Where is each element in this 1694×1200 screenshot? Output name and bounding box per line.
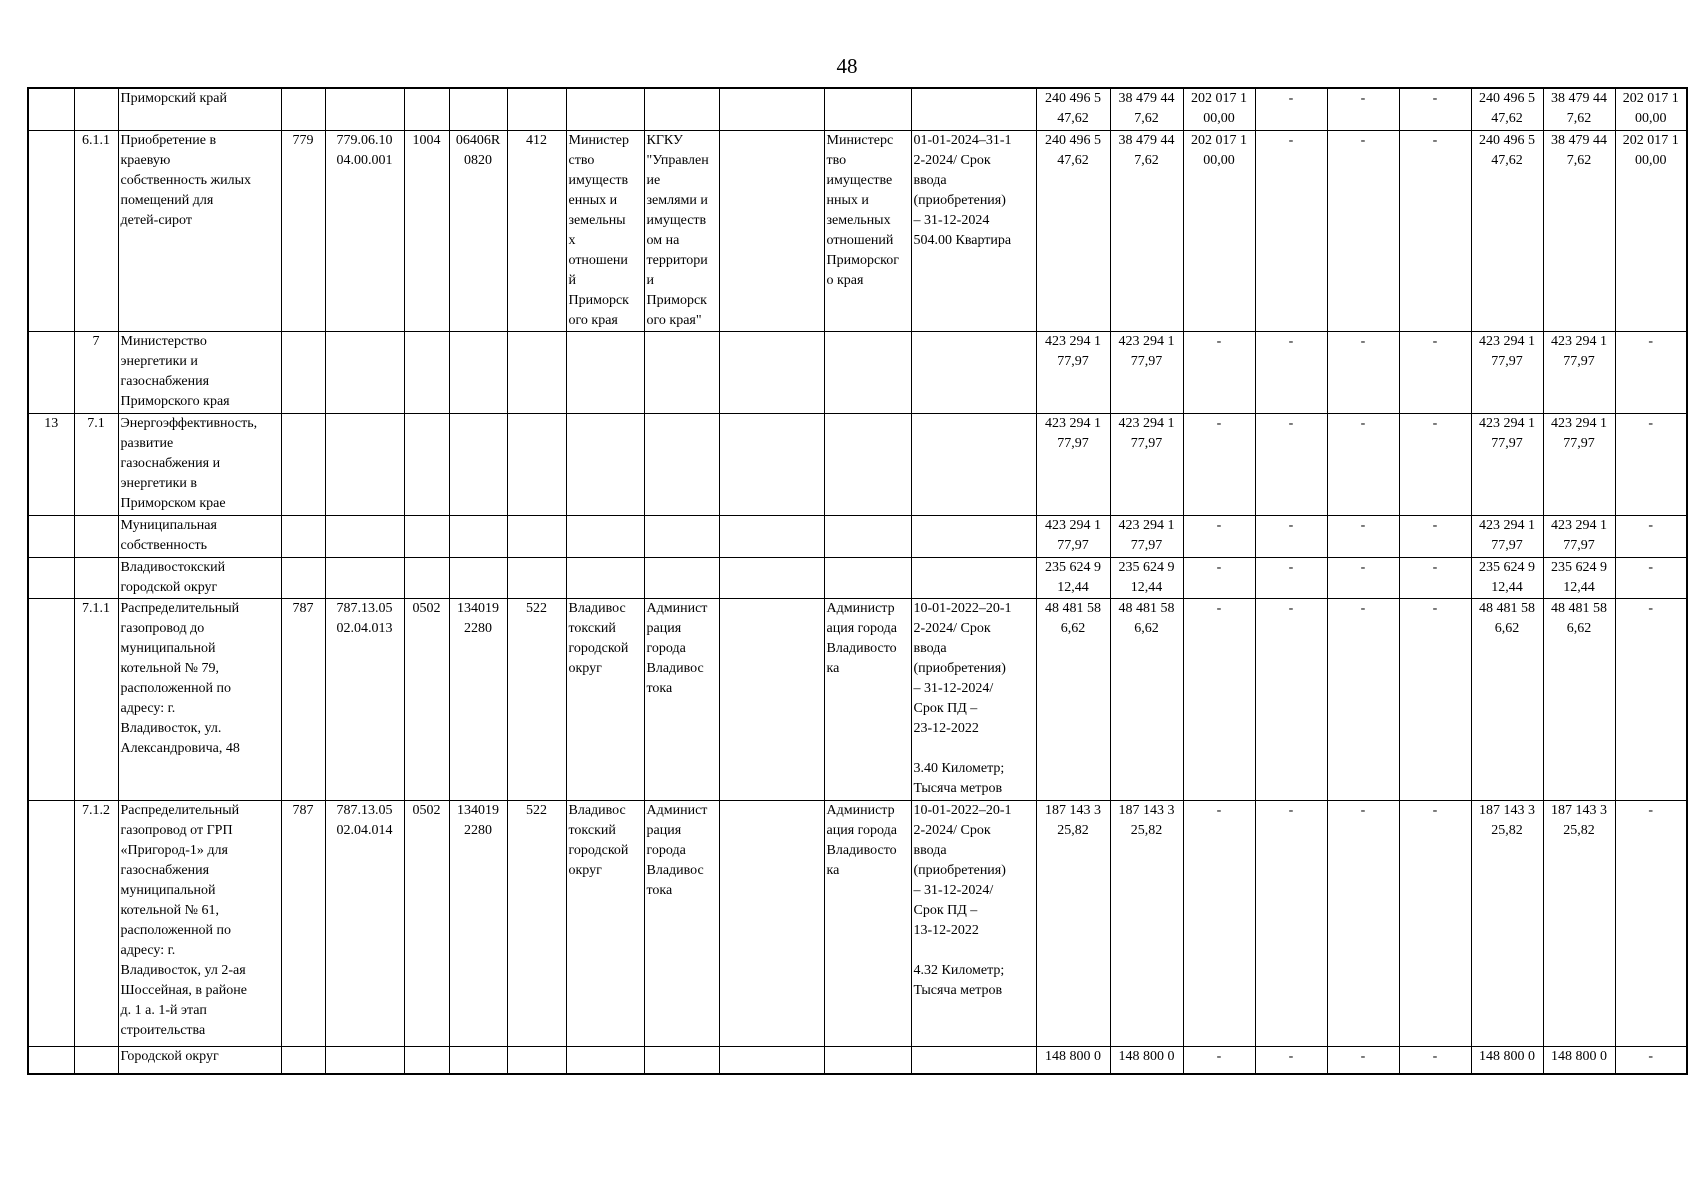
table-cell xyxy=(719,1046,824,1074)
table-cell: 7 xyxy=(74,331,118,413)
table-cell: - xyxy=(1255,1046,1327,1074)
table-row xyxy=(28,413,1687,515)
table-cell: Владивостокский городской округ xyxy=(118,557,281,598)
table-cell: 423 294 1 77,97 xyxy=(1543,413,1615,515)
table-cell: 48 481 58 6,62 xyxy=(1471,598,1543,800)
table-cell: 779.06.10 04.00.001 xyxy=(325,130,404,331)
table-cell xyxy=(507,515,566,557)
table-cell: 0502 xyxy=(404,800,449,1046)
table-cell: 787 xyxy=(281,800,325,1046)
table-cell xyxy=(644,331,719,413)
table-cell: - xyxy=(1327,1046,1399,1074)
table-cell xyxy=(404,88,449,130)
table-row xyxy=(28,88,1687,130)
table-cell: - xyxy=(1399,1046,1471,1074)
table-cell: Городской округ xyxy=(118,1046,281,1074)
table-cell xyxy=(824,515,911,557)
table-cell: - xyxy=(1183,800,1255,1046)
table-cell xyxy=(281,1046,325,1074)
table-cell xyxy=(566,88,644,130)
table-cell xyxy=(566,515,644,557)
table-cell: Приморский край xyxy=(118,88,281,130)
table-cell: Распределительный газопровод до муниципальной котельной № 79, расположенной по адресу: г. Владивосток, ул. Александровича, 48 xyxy=(118,598,281,800)
table-cell xyxy=(824,557,911,598)
table-cell: - xyxy=(1399,515,1471,557)
table-cell: - xyxy=(1615,331,1687,413)
table-cell: - xyxy=(1399,598,1471,800)
table-cell: 6.1.1 xyxy=(74,130,118,331)
table-cell xyxy=(74,557,118,598)
table-cell: 134019 2280 xyxy=(449,598,507,800)
table-cell: - xyxy=(1183,598,1255,800)
table-cell xyxy=(824,1046,911,1074)
table-cell: - xyxy=(1399,413,1471,515)
table-cell xyxy=(719,800,824,1046)
table-cell: 187 143 3 25,82 xyxy=(1471,800,1543,1046)
table-cell xyxy=(74,1046,118,1074)
table-cell xyxy=(28,515,74,557)
table-cell: Админист рация города Владивос тока xyxy=(644,800,719,1046)
table-cell: 187 143 3 25,82 xyxy=(1543,800,1615,1046)
table-cell xyxy=(449,413,507,515)
table-cell: 423 294 1 77,97 xyxy=(1110,413,1183,515)
table-cell: 7.1.1 xyxy=(74,598,118,800)
table-cell: 148 800 0 xyxy=(1110,1046,1183,1074)
table-cell xyxy=(824,331,911,413)
table-cell: 787.13.05 02.04.014 xyxy=(325,800,404,1046)
table-cell: - xyxy=(1255,515,1327,557)
table-cell: 187 143 3 25,82 xyxy=(1110,800,1183,1046)
table-cell: 423 294 1 77,97 xyxy=(1471,413,1543,515)
table-cell: 423 294 1 77,97 xyxy=(1543,515,1615,557)
table-cell xyxy=(404,1046,449,1074)
table-cell xyxy=(719,515,824,557)
table-cell xyxy=(911,557,1036,598)
table-cell: - xyxy=(1327,515,1399,557)
table-cell: - xyxy=(1183,413,1255,515)
table-cell: 10-01-2022–20-1 2-2024/ Срок ввода (приобретения) – 31-12-2024/ Срок ПД – 23-12-2022 3.40 Километр; Тысяча метров xyxy=(911,598,1036,800)
table-cell: - xyxy=(1327,557,1399,598)
table-cell: 240 496 5 47,62 xyxy=(1471,130,1543,331)
table-cell: 779 xyxy=(281,130,325,331)
table-cell: Админист рация города Владивос тока xyxy=(644,598,719,800)
table-cell: 48 481 58 6,62 xyxy=(1543,598,1615,800)
table-cell: 202 017 1 00,00 xyxy=(1615,130,1687,331)
table-cell xyxy=(74,88,118,130)
table-cell: КГКУ "Управлен ие землями и имуществ ом на территори и Приморск ого края" xyxy=(644,130,719,331)
table-cell xyxy=(404,515,449,557)
table-cell: - xyxy=(1255,130,1327,331)
table-cell: 1004 xyxy=(404,130,449,331)
table-cell: 10-01-2022–20-1 2-2024/ Срок ввода (приобретения) – 31-12-2024/ Срок ПД – 13-12-2022 4.32 Километр; Тысяча метров xyxy=(911,800,1036,1046)
table-cell xyxy=(566,413,644,515)
table-cell: 423 294 1 77,97 xyxy=(1110,331,1183,413)
table-cell: 423 294 1 77,97 xyxy=(1543,331,1615,413)
table-cell xyxy=(281,331,325,413)
table-cell xyxy=(719,598,824,800)
table-cell xyxy=(566,331,644,413)
budget-table xyxy=(27,87,1688,1075)
table-cell: Владивос токский городской округ xyxy=(566,598,644,800)
table-cell: 148 800 0 xyxy=(1543,1046,1615,1074)
table-cell: 787 xyxy=(281,598,325,800)
table-cell: - xyxy=(1255,331,1327,413)
table-cell: 235 624 9 12,44 xyxy=(1110,557,1183,598)
table-row xyxy=(28,557,1687,598)
table-cell: 202 017 1 00,00 xyxy=(1615,88,1687,130)
table-cell: 148 800 0 xyxy=(1471,1046,1543,1074)
table-cell: Администр ация города Владивосто ка xyxy=(824,598,911,800)
table-cell: 423 294 1 77,97 xyxy=(1036,331,1110,413)
table-cell xyxy=(911,1046,1036,1074)
table-cell xyxy=(719,130,824,331)
table-row xyxy=(28,130,1687,331)
table-row xyxy=(28,515,1687,557)
table-cell xyxy=(507,88,566,130)
table-cell xyxy=(911,88,1036,130)
table-cell: - xyxy=(1183,331,1255,413)
table-cell: - xyxy=(1255,598,1327,800)
table-cell: - xyxy=(1183,557,1255,598)
table-cell: - xyxy=(1183,1046,1255,1074)
table-cell xyxy=(449,515,507,557)
table-cell: - xyxy=(1327,88,1399,130)
table-cell xyxy=(281,413,325,515)
table-cell xyxy=(719,88,824,130)
table-cell: Распределительный газопровод от ГРП «Пригород-1» для газоснабжения муниципальной котельной № 61, расположенной по адресу: г. Владивосток, ул 2-ая Шоссейная, в районе д. 1 а. 1-й этап строительства xyxy=(118,800,281,1046)
table-cell xyxy=(74,515,118,557)
table-cell: 38 479 44 7,62 xyxy=(1110,88,1183,130)
table-cell xyxy=(28,1046,74,1074)
table-cell xyxy=(325,557,404,598)
table-cell: - xyxy=(1615,598,1687,800)
table-cell xyxy=(28,800,74,1046)
table-cell: 0502 xyxy=(404,598,449,800)
table-cell: - xyxy=(1255,800,1327,1046)
table-cell xyxy=(566,1046,644,1074)
table-cell: - xyxy=(1183,515,1255,557)
table-cell: - xyxy=(1615,413,1687,515)
table-cell: - xyxy=(1615,1046,1687,1074)
table-cell xyxy=(566,557,644,598)
table-cell: 13 xyxy=(28,413,74,515)
table-cell: 240 496 5 47,62 xyxy=(1036,88,1110,130)
table-cell: - xyxy=(1399,557,1471,598)
table-cell xyxy=(404,331,449,413)
table-cell xyxy=(404,557,449,598)
table-cell: 235 624 9 12,44 xyxy=(1471,557,1543,598)
table-cell: 423 294 1 77,97 xyxy=(1036,515,1110,557)
table-cell xyxy=(644,88,719,130)
table-cell: 148 800 0 xyxy=(1036,1046,1110,1074)
table-cell: - xyxy=(1327,598,1399,800)
table-row xyxy=(28,800,1687,1046)
table-row xyxy=(28,331,1687,413)
table-cell: Министерс тво имуществе нных и земельных отношений Приморског о края xyxy=(824,130,911,331)
table-cell: 48 481 58 6,62 xyxy=(1110,598,1183,800)
table-cell: 38 479 44 7,62 xyxy=(1110,130,1183,331)
table-cell: - xyxy=(1399,331,1471,413)
table-cell xyxy=(281,515,325,557)
table-cell: 412 xyxy=(507,130,566,331)
table-cell xyxy=(325,331,404,413)
table-cell xyxy=(281,88,325,130)
table-cell: - xyxy=(1255,88,1327,130)
table-cell: 235 624 9 12,44 xyxy=(1036,557,1110,598)
table-cell: Владивос токский городской округ xyxy=(566,800,644,1046)
table-cell: 134019 2280 xyxy=(449,800,507,1046)
table-cell: 240 496 5 47,62 xyxy=(1471,88,1543,130)
table-cell: - xyxy=(1399,800,1471,1046)
table-cell: 522 xyxy=(507,800,566,1046)
table-cell xyxy=(507,557,566,598)
table-cell xyxy=(449,557,507,598)
table-cell xyxy=(325,88,404,130)
table-cell: 423 294 1 77,97 xyxy=(1036,413,1110,515)
table-cell xyxy=(507,413,566,515)
table-body xyxy=(28,88,1687,1074)
table-cell xyxy=(719,557,824,598)
table-cell: Муниципальная собственность xyxy=(118,515,281,557)
table-cell xyxy=(325,1046,404,1074)
table-cell: - xyxy=(1399,130,1471,331)
table-cell: - xyxy=(1615,515,1687,557)
table-cell xyxy=(911,331,1036,413)
table-row xyxy=(28,1046,1687,1074)
table-cell xyxy=(28,88,74,130)
table-cell: - xyxy=(1327,130,1399,331)
table-cell: 202 017 1 00,00 xyxy=(1183,130,1255,331)
table-cell xyxy=(449,331,507,413)
table-cell xyxy=(824,88,911,130)
table-cell: - xyxy=(1327,413,1399,515)
table-cell: 38 479 44 7,62 xyxy=(1543,130,1615,331)
table-cell: 423 294 1 77,97 xyxy=(1471,515,1543,557)
table-cell: 06406R 0820 xyxy=(449,130,507,331)
table-cell xyxy=(507,331,566,413)
table-cell: Министерство энергетики и газоснабжения Приморского края xyxy=(118,331,281,413)
page-number: 48 xyxy=(836,54,858,78)
table-cell: - xyxy=(1327,331,1399,413)
table-cell: - xyxy=(1327,800,1399,1046)
table-cell xyxy=(325,515,404,557)
table-cell xyxy=(281,557,325,598)
table-cell: - xyxy=(1399,88,1471,130)
table-cell xyxy=(449,88,507,130)
table-cell: 48 481 58 6,62 xyxy=(1036,598,1110,800)
table-cell: Энергоэффективность, развитие газоснабжения и энергетики в Приморском крае xyxy=(118,413,281,515)
table-cell: 202 017 1 00,00 xyxy=(1183,88,1255,130)
table-cell: - xyxy=(1615,557,1687,598)
table-cell: - xyxy=(1255,557,1327,598)
table-cell: 235 624 9 12,44 xyxy=(1543,557,1615,598)
table-cell xyxy=(28,557,74,598)
table-row xyxy=(28,598,1687,800)
table-cell xyxy=(644,515,719,557)
table-cell: 423 294 1 77,97 xyxy=(1471,331,1543,413)
table-cell: 522 xyxy=(507,598,566,800)
table-cell: 187 143 3 25,82 xyxy=(1036,800,1110,1046)
table-cell xyxy=(644,1046,719,1074)
table-cell xyxy=(507,1046,566,1074)
table-cell xyxy=(644,413,719,515)
table-cell: 7.1 xyxy=(74,413,118,515)
table-cell: Министер ство имуществ енных и земельны х отношени й Приморск ого края xyxy=(566,130,644,331)
table-cell xyxy=(28,130,74,331)
table-cell: - xyxy=(1615,800,1687,1046)
table-cell xyxy=(719,331,824,413)
table-cell: 423 294 1 77,97 xyxy=(1110,515,1183,557)
table-cell xyxy=(644,557,719,598)
table-cell: 7.1.2 xyxy=(74,800,118,1046)
table-cell: 01-01-2024–31-1 2-2024/ Срок ввода (приобретения) – 31-12-2024 504.00 Квартира xyxy=(911,130,1036,331)
table-cell: Приобретение в краевую собственность жилых помещений для детей-сирот xyxy=(118,130,281,331)
table-cell: Администр ация города Владивосто ка xyxy=(824,800,911,1046)
table-cell xyxy=(911,515,1036,557)
table-cell xyxy=(28,331,74,413)
table-cell xyxy=(449,1046,507,1074)
table-cell: 240 496 5 47,62 xyxy=(1036,130,1110,331)
table-cell: 38 479 44 7,62 xyxy=(1543,88,1615,130)
table-cell xyxy=(824,413,911,515)
table-cell xyxy=(911,413,1036,515)
table-cell xyxy=(719,413,824,515)
table-cell xyxy=(325,413,404,515)
table-cell: 787.13.05 02.04.013 xyxy=(325,598,404,800)
table-cell: - xyxy=(1255,413,1327,515)
table-cell xyxy=(28,598,74,800)
table-cell xyxy=(404,413,449,515)
